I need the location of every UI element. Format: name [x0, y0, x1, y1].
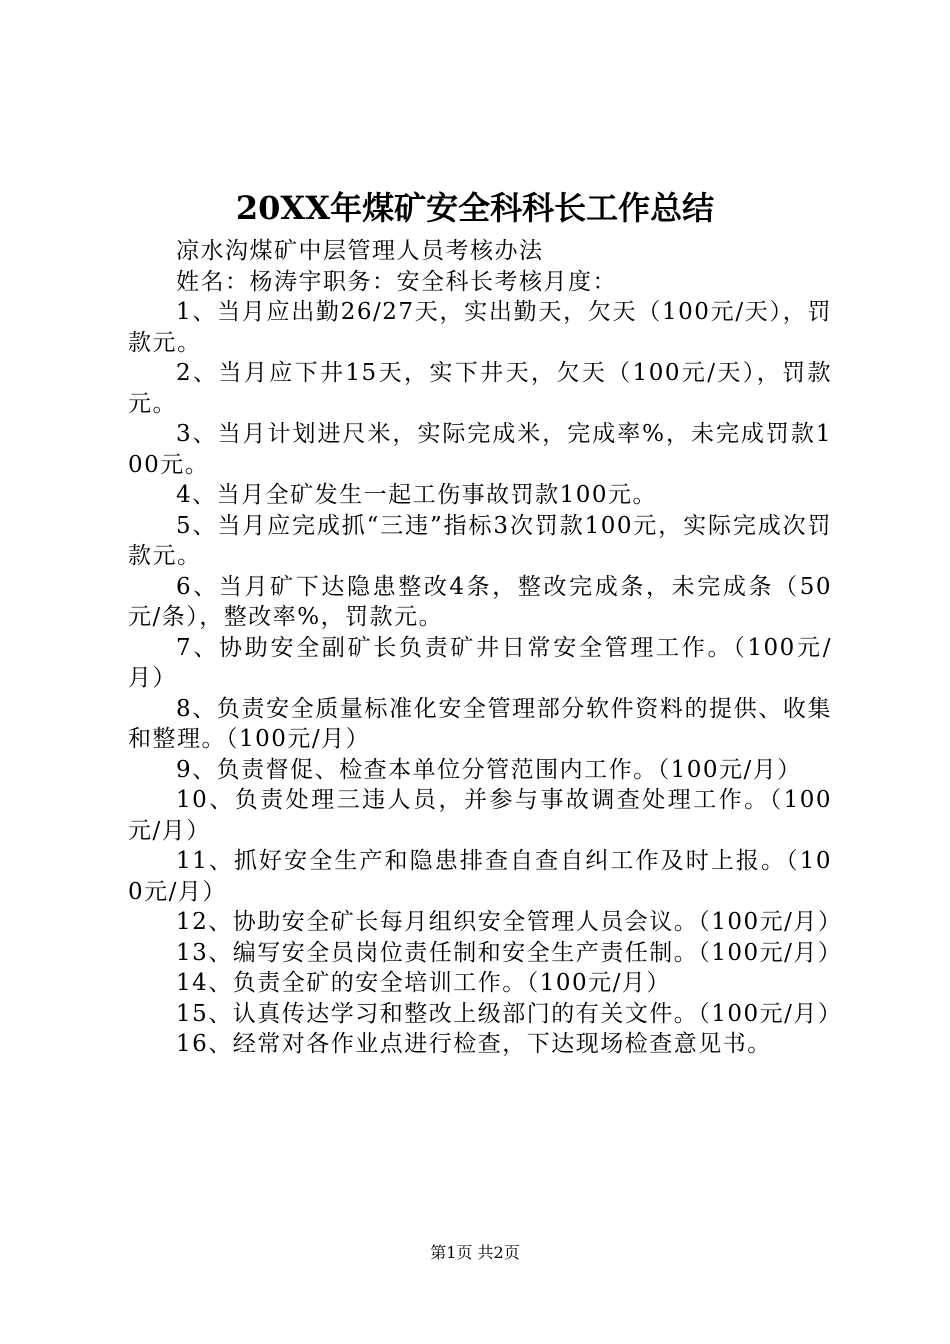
paragraph-item-7: 7、协助安全副矿长负责矿井日常安全管理工作。（100元/月） [128, 634, 832, 691]
paragraph-item-2: 2、当月应下井15天，实下井天，欠天（100元/天），罚款元。 [128, 360, 832, 417]
paragraph-item-8: 8、负责安全质量标准化安全管理部分软件资料的提供、收集和整理。（100元/月） [128, 695, 832, 752]
paragraph-name-line: 姓名：杨涛宇职务：安全科长考核月度： [176, 268, 617, 295]
paragraph-heading: 凉水沟煤矿中层管理人员考核办法 [176, 238, 544, 264]
paragraph-item-14: 14、负责全矿的安全培训工作。（100元/月） [176, 970, 671, 996]
paragraph-item-13: 13、编写安全员岗位责任制和安全生产责任制。（100元/月） [176, 939, 843, 966]
paragraph-item-16: 16、经常对各作业点进行检查，下达现场检查意见书。 [176, 1031, 772, 1057]
paragraph-item-6: 6、当月矿下达隐患整改4条，整改完成条，未完成条（50元/条），整改率%，罚款元。 [128, 573, 832, 630]
paragraph-item-12: 12、协助安全矿长每月组织安全管理人员会议。（100元/月） [176, 909, 843, 935]
page-number-footer: 第1页 共2页 [430, 1243, 520, 1262]
paragraph-item-11: 11、抓好安全生产和隐患排查自查自纠工作及时上报。（100元/月） [128, 848, 832, 905]
document-body [128, 236, 843, 1060]
paragraph-item-15: 15、认真传达学习和整改上级部门的有关文件。（100元/月） [176, 1000, 843, 1027]
paragraph-item-1: 1、当月应出勤26/27天，实出勤天，欠天（100元/天），罚款元。 [128, 299, 832, 356]
paragraph-item-3: 3、当月计划进尺米，实际完成米，完成率%，未完成罚款100元。 [128, 421, 832, 478]
paragraph-item-9: 9、负责督促、检查本单位分管范围内工作。（100元/月） [176, 756, 802, 783]
document-title: 20XX年煤矿安全科科长工作总结 [235, 189, 715, 227]
paragraph-item-10: 10、负责处理三违人员，并参与事故调查处理工作。（100元/月） [128, 787, 832, 844]
paragraph-item-4: 4、当月全矿发生一起工伤事故罚款100元。 [176, 482, 658, 508]
paragraph-item-5: 5、当月应完成抓“三违”指标3次罚款100元，实际完成次罚款元。 [128, 512, 832, 569]
